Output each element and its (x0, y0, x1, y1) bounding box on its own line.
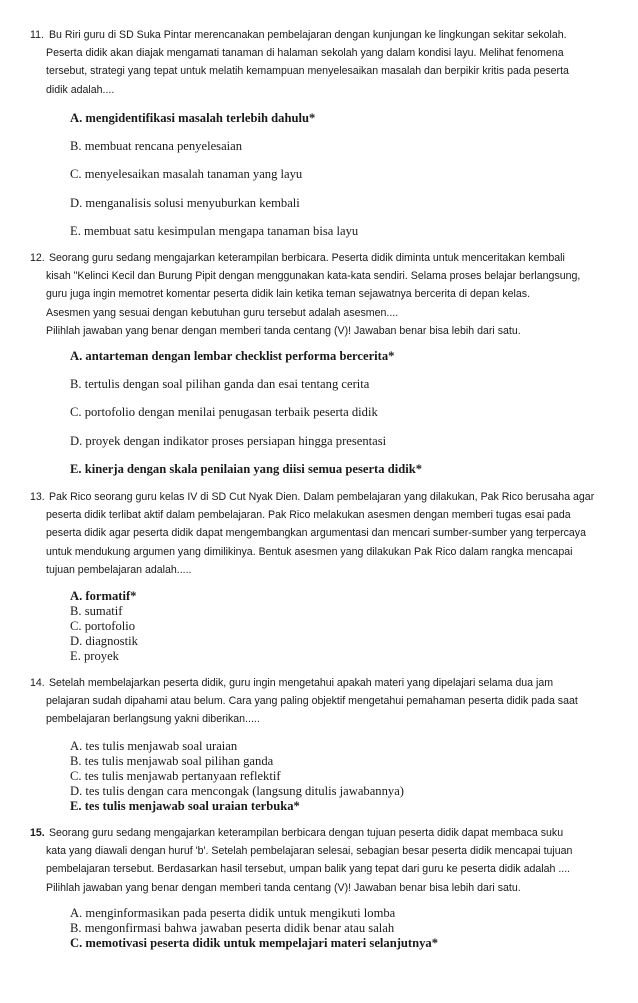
answer-option-c: C. tes tulis menjawab pertanyaan reflektif (70, 769, 281, 783)
answer-option-c: C. portofolio dengan menilai penugasan terbaik peserta didik (70, 405, 378, 419)
answer-option-b: B. tertulis dengan soal pilihan ganda dan esai tentang cerita (70, 377, 370, 391)
question-instruction: Pilihlah jawaban yang benar dengan memberi tanda centang (V)! Jawaban benar bisa lebih dari satu. (46, 881, 521, 894)
answer-option-d: D. diagnostik (70, 634, 138, 648)
question-text-line: pembelajaran tersebut. Berdasarkan hasil tersebut, umpan balik yang tepat dari guru ke peserta didik adalah .... (46, 863, 571, 876)
question-text-line: kisah "Kelinci Kecil dan Burung Pipit dengan menggunakan kata-kata sendiri. Selama proses belajar berlangsung, (46, 270, 581, 283)
question-text-line: peserta didik agar peserta didik dapat mengembangkan argumentasi dan mencari sumber-sumber yang terpercaya (46, 527, 586, 540)
question-text-line: pelajaran sudah dipahami atau belum. Cara yang paling objektif mengetahui pemahaman peserta didik pada saat (46, 695, 578, 708)
answer-option-b: B. tes tulis menjawab soal pilihan ganda (70, 754, 274, 768)
question-text-line: tersebut, strategi yang tepat untuk melatih kemampuan menyelesaikan masalah dan berpikir kritis pada peserta (46, 65, 569, 78)
question-text-line: peserta didik terlibat aktif dalam pembelajaran. Pak Rico melakukan asesmen dengan memberi tugas esai pada (46, 509, 571, 522)
answer-option-d: D. menganalisis solusi menyuburkan kembali (70, 196, 300, 210)
question-text-line: Peserta didik akan diajak mengamati tanaman di halaman sekolah yang dalam kondisi layu. Melihat fenomena (46, 47, 564, 60)
question-11 (30, 26, 610, 99)
question-13 (30, 488, 610, 579)
question-15 (30, 824, 610, 897)
answer-option-b: B. mengonfirmasi bahwa jawaban peserta didik benar atau salah (70, 921, 395, 935)
question-14 (30, 674, 610, 729)
question-text-line: Asesmen yang sesuai dengan kebutuhan guru tersebut adalah asesmen.... (46, 306, 399, 319)
answer-options-list (70, 589, 138, 664)
question-text-line: didik adalah.... (46, 83, 115, 96)
question-number: 14. (30, 677, 45, 689)
question-text-line: untuk mendukung argumen yang dimilikinya. Bentuk asesmen yang dilakukan Pak Rico dalam rangka mencapai (46, 545, 573, 558)
answer-option-b: B. membuat rencana penyelesaian (70, 139, 243, 153)
answer-option-a: A. tes tulis menjawab soal uraian (70, 739, 238, 753)
answer-option-d: D. tes tulis dengan cara mencongak (langsung ditulis jawabannya) (70, 784, 404, 798)
answer-option-c: C. memotivasi peserta didik untuk mempelajari materi selanjutnya* (70, 936, 438, 950)
question-instruction: Pilihlah jawaban yang benar dengan memberi tanda centang (V)! Jawaban benar bisa lebih dari satu. (46, 324, 521, 337)
question-number: 12. (30, 252, 45, 264)
question-text-line: pembelajaran berlangsung yakni diberikan..... (46, 713, 260, 726)
question-text-line: Setelah membelajarkan peserta didik, guru ingin mengetahui apakah materi yang dipelajari selama dua jam (48, 677, 554, 689)
answer-option-a: A. menginformasikan pada peserta didik untuk mengikuti lomba (70, 906, 396, 920)
answer-option-c: C. portofolio (70, 619, 136, 633)
answer-option-e: E. proyek (70, 649, 119, 663)
question-text-line: tujuan pembelajaran adalah..... (46, 563, 192, 576)
answer-option-c: C. menyelesaikan masalah tanaman yang layu (70, 167, 303, 181)
answer-option-b: B. sumatif (70, 604, 123, 618)
answer-option-e: E. tes tulis menjawab soal uraian terbuka* (70, 799, 300, 813)
question-number: 13. (30, 491, 45, 503)
question-text-line: Bu Riri guru di SD Suka Pintar merencanakan pembelajaran dengan kunjungan ke lingkungan sekitar sekolah. (48, 29, 567, 41)
question-text-line: kata yang diawali dengan huruf 'b'. Setelah pembelajaran selesai, sebagian besar peserta didik mencapai tujuan (46, 845, 573, 858)
answer-options-list (70, 906, 438, 951)
question-12 (30, 249, 610, 340)
question-text-line: Seorang guru sedang mengajarkan keterampilan berbicara dengan tujuan peserta didik dapat membaca suku (48, 827, 564, 839)
question-text-line: Seorang guru sedang mengajarkan keterampilan berbicara. Peserta didik diminta untuk menceritakan kembali (48, 252, 565, 264)
answer-option-d: D. proyek dengan indikator proses persiapan hingga presentasi (70, 434, 387, 448)
answer-option-e: E. kinerja dengan skala penilaian yang diisi semua peserta didik* (70, 462, 422, 476)
question-number: 11. (30, 29, 44, 41)
answer-option-e: E. membuat satu kesimpulan mengapa tanaman bisa layu (70, 224, 359, 238)
question-text-line: Pak Rico seorang guru kelas IV di SD Cut Nyak Dien. Dalam pembelajaran yang dilakukan, Pak Rico berusaha agar (48, 491, 595, 503)
answer-options-list (70, 739, 404, 814)
answer-option-a: A. antarteman dengan lembar checklist performa bercerita* (70, 349, 395, 363)
question-number: 15. (30, 827, 45, 839)
answer-option-a: A. mengidentifikasi masalah terlebih dahulu* (70, 111, 316, 125)
question-text-line: guru juga ingin memotret komentar peserta didik lain ketika teman sejawatnya bercerita di depan kelas. (46, 288, 531, 301)
answer-option-a: A. formatif* (70, 589, 137, 603)
